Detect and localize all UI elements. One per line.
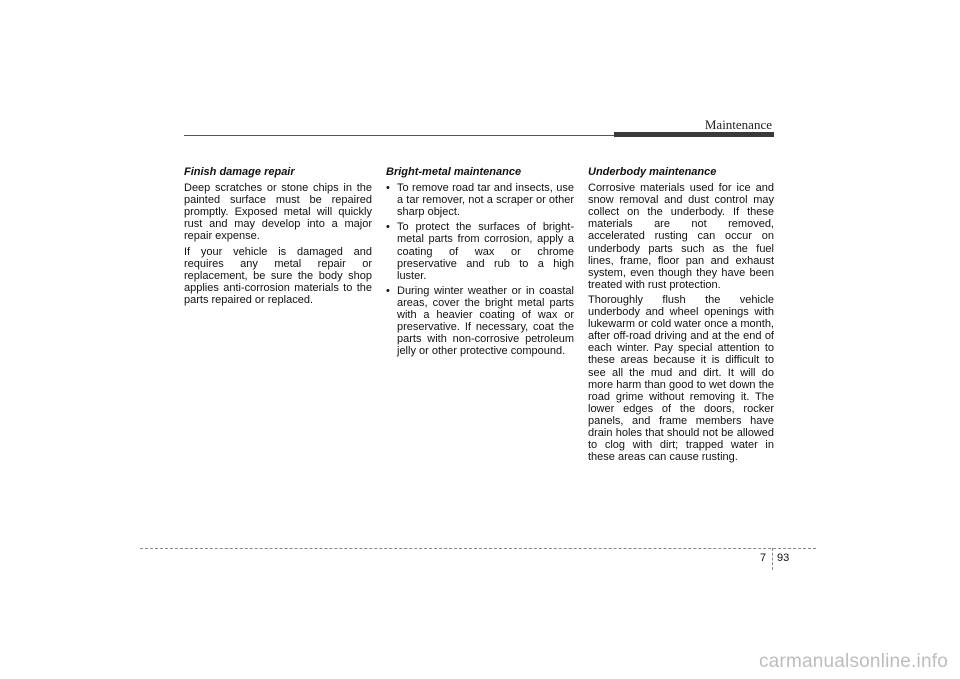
list-item-text: During winter weather or in coastal areas, cover the bright metal parts with a heavier coating of wax or preservative. If necessary, coat the parts with non-corrosive petroleum jelly or other protective compound. [397, 284, 574, 358]
page-number: 93 [777, 552, 790, 564]
paragraph: Corrosive materials used for ice and snow removal and dust control may collect on the underbody. If these materials are not removed, accelerated rusting can occur on underbody parts such as the fuel lines, frame, floor pan and exhaust system, even though they have been treated with rust protection. [588, 182, 774, 291]
bullet-icon: • [386, 221, 390, 234]
bullet-icon: • [386, 182, 390, 195]
column-bright-metal [386, 166, 574, 360]
column-finish-damage [184, 166, 372, 309]
bullet-list [386, 182, 574, 357]
chapter-number: 7 [760, 552, 767, 564]
column-underbody [588, 166, 774, 466]
list-item [386, 221, 574, 281]
heading-finish-damage-repair: Finish damage repair [184, 166, 295, 178]
watermark: carmanualsonline.info [758, 651, 948, 672]
paragraph: Deep scratches or stone chips in the painted surface must be repaired promptly. Exposed metal will quickly rust and may develop into a major repair expense. [184, 182, 372, 243]
paragraph: Thoroughly flush the vehicle underbody and wheel openings with lukewarm or cold water once a month, after off-road driving and at the end of each winter. Pay special attention to these areas because it is difficult to see all the mud and dirt. It will do more harm than good to wet down the road grime without removing it. The lower edges of the doors, rocker panels, and frame members have drain holes that should not be allowed to clog with dirt; trapped water in these areas can cause rusting. [588, 293, 774, 464]
list-item-text: To protect the surfaces of bright-metal parts from corrosion, apply a coating of wax or chrome preservative and rub to a high luster. [397, 221, 574, 282]
list-item [386, 182, 574, 218]
heading-underbody-maintenance: Underbody maintenance [588, 166, 717, 178]
section-title: Maintenance [704, 117, 772, 132]
footer-separator [772, 548, 773, 570]
heading-bright-metal-maintenance: Bright-metal maintenance [386, 166, 522, 178]
header-rule [184, 135, 614, 136]
bullet-icon: • [386, 284, 390, 297]
footer-rule [140, 548, 816, 549]
list-item-text: To remove road tar and insects, use a tar remover, not a scraper or other sharp object. [397, 182, 574, 219]
header-rule-accent [614, 132, 774, 137]
paragraph: If your vehicle is damaged and requires any metal repair or replacement, be sure the body shop applies anti-corrosion materials to the parts repaired or replaced. [184, 245, 372, 306]
list-item [386, 285, 574, 358]
